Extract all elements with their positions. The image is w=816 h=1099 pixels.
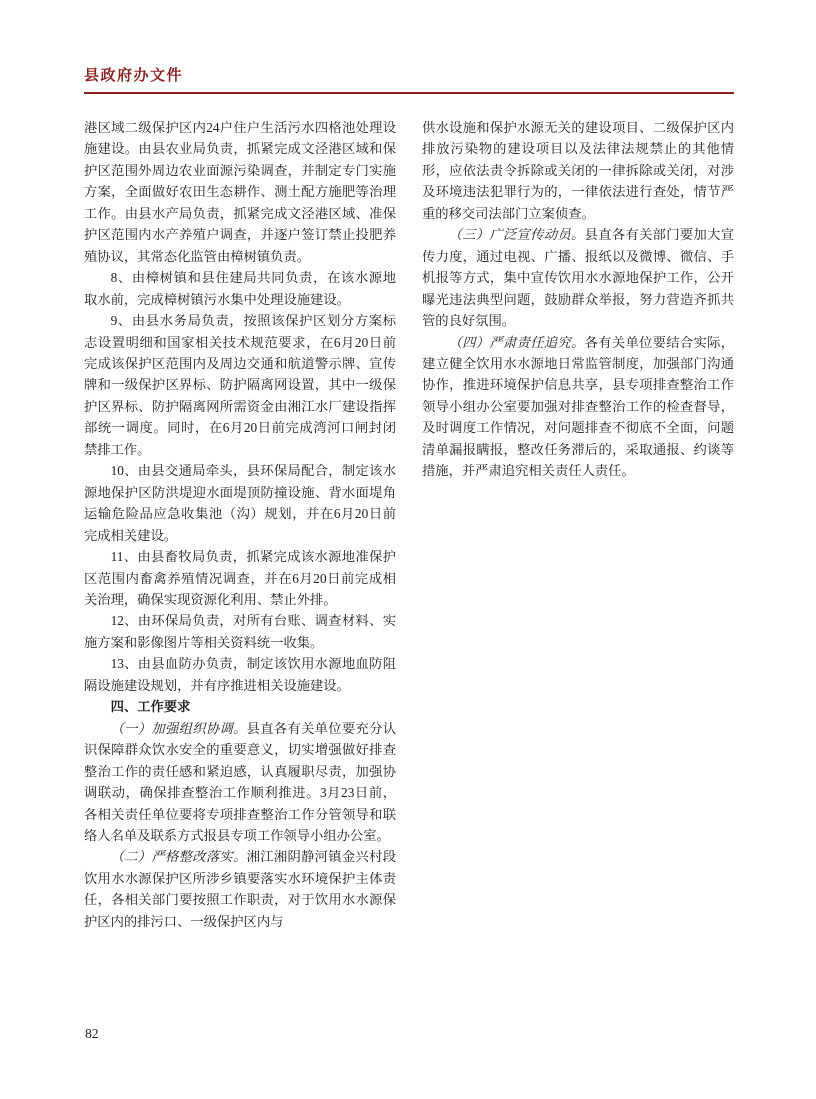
paragraph-item-9: 9、由县水务局负责，按照该保护区划分方案标志设置明细和国家相关技术规范要求，在6月20日前完成该保护区范围内及周边交通和航道警示牌、宣传牌和一级保护区界标、防护隔离网设置，其中一级保护区界标、防护隔离网所需资金由湘江水厂建设指挥部统一调度。同时，在6月20日前完成湾河口闸封闭禁排工作。 bbox=[84, 313, 396, 457]
paragraph-item-13: 13、由县血防办负责，制定该饮用水源地血防阻隔设施建设规划，并有序推进相关设施建设。 bbox=[84, 656, 396, 693]
sub-heading-3: （三）广泛宣传动员。 bbox=[448, 227, 585, 243]
paragraph-item-12: 12、由环保局负责，对所有台账、调查材料、实施方案和影像图片等相关资料统一收集。 bbox=[84, 613, 396, 650]
header-divider bbox=[84, 92, 734, 94]
sub-text-2: 湘江湘阴静河镇金兴村段饮用水水源保护区所涉乡镇要落实水环境保护主体责任，各相关部门要按照工作职责，对于饮用水水源保护区内的排污口、一级保护区内与 bbox=[84, 849, 397, 929]
page-number: 82 bbox=[85, 1026, 99, 1041]
sub-heading-2: （二）严格整改落实。 bbox=[110, 849, 247, 865]
sub-text-3: 县直各有关部门要加大宣传力度，通过电视、广播、报纸以及微博、微信、手机报等方式，集中宣传饮用水水源地保护工作，公开曝光违法典型问题，鼓励群众举报，努力营造齐抓共管的良好氛围。 bbox=[422, 227, 735, 329]
left-column bbox=[84, 117, 396, 932]
paragraph-sub-3 bbox=[422, 224, 734, 331]
paragraph-continuation: 港区域二级保护区内24户住户生活污水四格池处理设施建设。由县农业局负责，抓紧完成文泾港区域和保护区范围外周边农业面源污染调查，并制定专门实施方案，全面做好农田生态耕作、测土配方施肥等治理工作。由县水产局负责，抓紧完成文泾港区域、准保护区范围内水产养殖户调查，并逐户签订禁止投肥养殖协议，其常态化监管由樟树镇负责。 bbox=[84, 120, 396, 264]
sub-heading-1: （一）加强组织协调。 bbox=[110, 720, 247, 736]
header-title: 县政府办文件 bbox=[84, 68, 184, 84]
document-body bbox=[84, 117, 734, 932]
paragraph-item-8: 8、由樟树镇和县住建局共同负责，在该水源地取水前，完成樟树镇污水集中处理设施建设。 bbox=[84, 270, 396, 307]
sub-text-1: 县直各有关单位要充分认识保障群众饮水安全的重要意义，切实增强做好排查整治工作的责任感和紧迫感，认真履职尽责，加强协调联动，确保排查整治工作顺利推进。3月23日前，各相关责任单位要将专项排查整治工作分管领导和联络人名单及联系方式报县专项工作领导小组办公室。 bbox=[84, 720, 397, 843]
document-header bbox=[84, 64, 734, 94]
paragraph-continuation-right: 供水设施和保护水源无关的建设项目、二级保护区内排放污染物的建设项目以及法律法规禁止的其他情形，应依法责令拆除或关闭的一律拆除或关闭，对涉及环境违法犯罪行为的，一律依法进行查处，情节严重的移交司法部门立案侦查。 bbox=[422, 120, 734, 221]
paragraph-item-11: 11、由县畜牧局负责，抓紧完成该水源地准保护区范围内畜禽养殖情况调查，并在6月20日前完成相关治理，确保实现资源化利用、禁止外排。 bbox=[84, 549, 396, 607]
sub-text-4: 各有关单位要结合实际，建立健全饮用水水源地日常监管制度，加强部门沟通协作，推进环境保护信息共享，县专项排查整治工作领导小组办公室要加强对排查整治工作的检查督导，及时调度工作情况，对问题排查不彻底不全面，问题清单漏报瞒报，整改任务滞后的，采取通报、约谈等措施，并严肃追究相关责任人责任。 bbox=[422, 334, 735, 479]
paragraph-sub-2 bbox=[84, 846, 396, 932]
sub-heading-4: （四）严肃责任追究。 bbox=[448, 334, 585, 350]
paragraph-sub-4 bbox=[422, 332, 734, 482]
paragraph-sub-1 bbox=[84, 718, 396, 847]
paragraph-item-10: 10、由县交通局牵头，县环保局配合，制定该水源地保护区防洪堤迎水面堤顶防撞设施、背水面堤角运输危险品应急收集池（沟）规划，并在6月20日前完成相关建设。 bbox=[84, 463, 396, 543]
right-column bbox=[422, 117, 734, 482]
section-heading-4: 四、工作要求 bbox=[110, 699, 191, 715]
